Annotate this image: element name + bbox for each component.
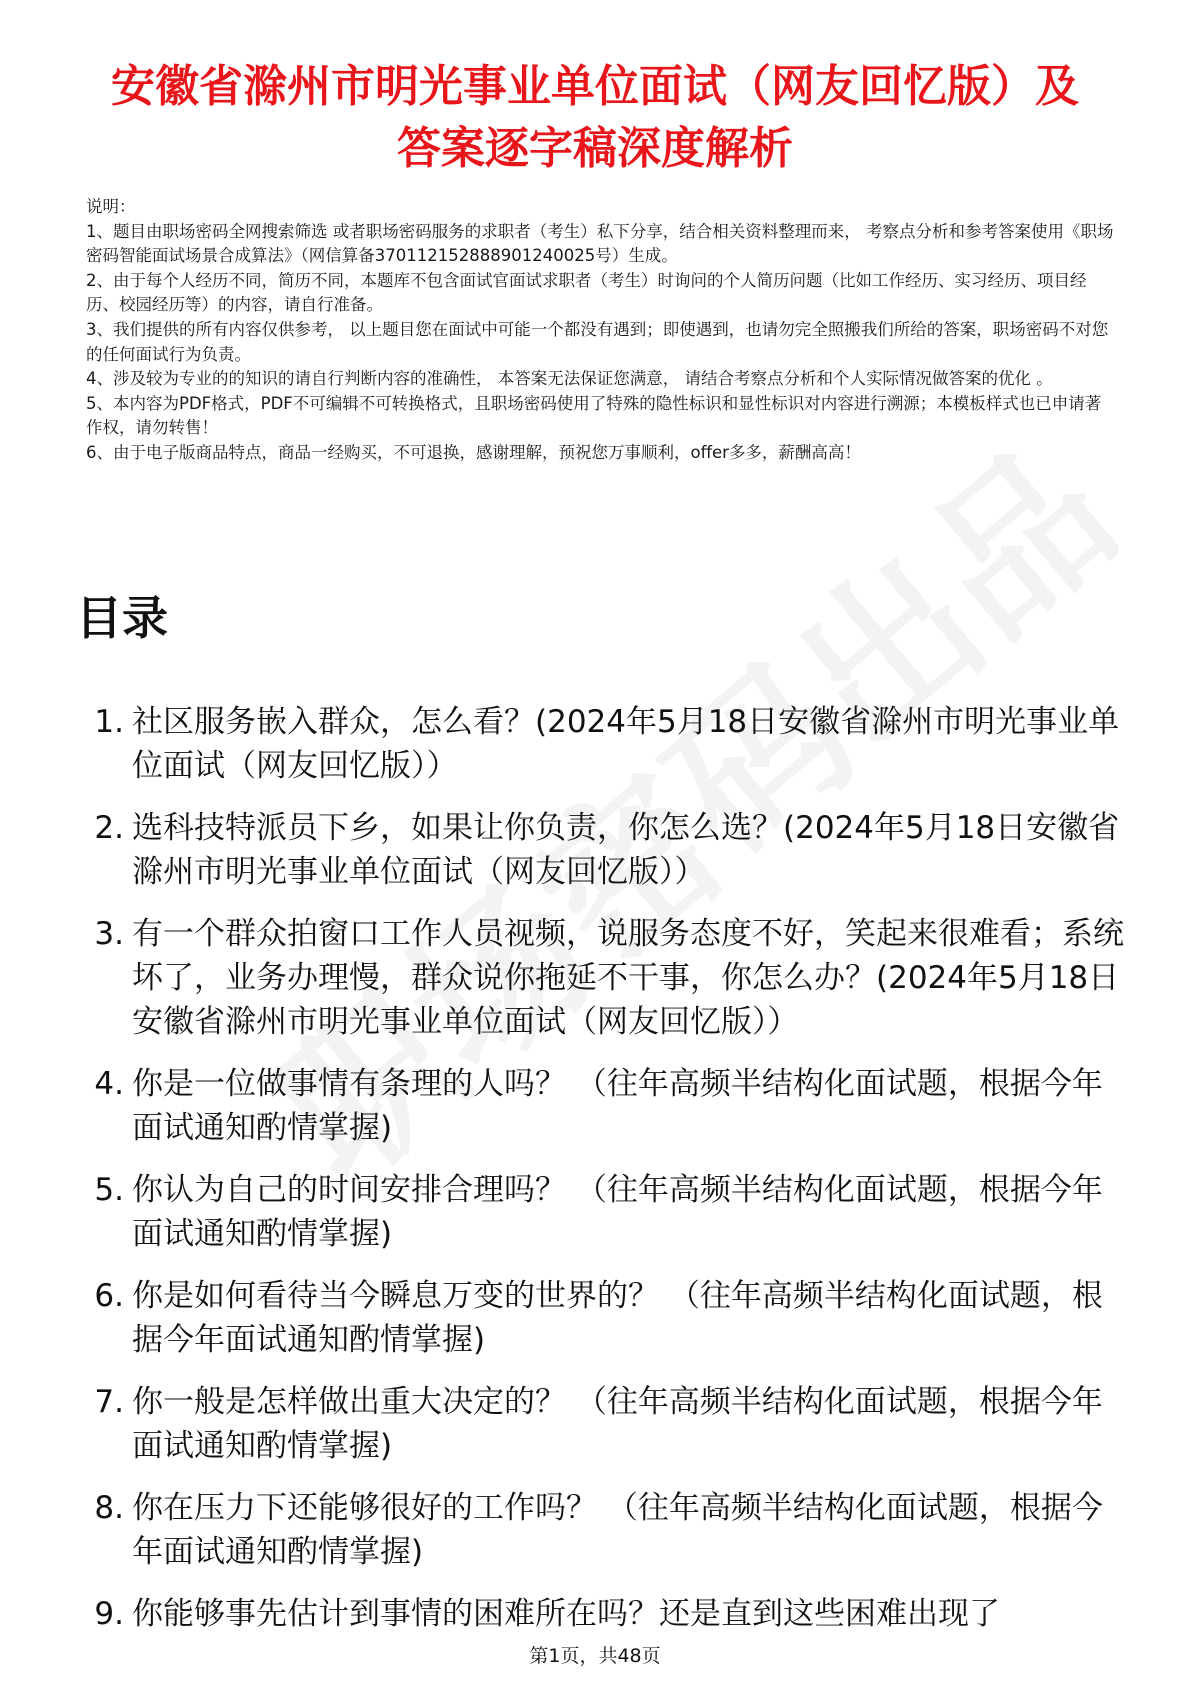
toc-item[interactable] [76,1486,1126,1574]
toc-item-number: 8. [94,1490,124,1526]
toc-item[interactable] [76,806,1126,894]
toc-list [76,700,1126,1654]
page-footer: 第1页，共48页 [529,1645,661,1667]
toc-item-text: 你是如何看待当今瞬息万变的世界的？ （往年高频半结构化面试题，根据今年面试通知酌情掌握) [132,1278,1103,1358]
toc-item[interactable] [76,1168,1126,1256]
toc-item-number: 3. [94,916,124,952]
toc-item-text: 有一个群众拍窗口工作人员视频，说服务态度不好，笑起来很难看；系统坏了，业务办理慢，群众说你拖延不干事，你怎么办？(2024年5月18日安徽省滁州市明光事业单位面试（网友回忆版）） [132,916,1124,1040]
toc-item-number: 2. [94,810,124,846]
note-item: 4、涉及较为专业的的知识的请自行判断内容的准确性， 本答案无法保证您满意， 请结合考察点分析和个人实际情况做答案的优化 。 [86,369,1053,389]
notes-section [86,195,1116,466]
toc-item-number: 1. [94,704,124,740]
toc-item[interactable] [76,700,1126,788]
toc-item-text: 社区服务嵌入群众，怎么看？(2024年5月18日安徽省滁州市明光事业单位面试（网友回忆版）） [132,704,1120,784]
toc-item[interactable] [76,1274,1126,1362]
toc-item-text: 选科技特派员下乡，如果让你负责，你怎么选？(2024年5月18日安徽省滁州市明光事业单位面试（网友回忆版）） [132,810,1120,890]
note-item: 3、我们提供的所有内容仅供参考， 以上题目您在面试中可能一个都没有遇到；即使遇到，也请勿完全照搬我们所给的答案，职场密码不对您的任何面试行为负责。 [86,319,1109,364]
note-item: 2、由于每个人经历不同，简历不同，本题库不包含面试官面试求职者（考生）时询问的个人简历问题（比如工作经历、实习经历、项目经历、校园经历等）的内容，请自行准备。 [86,270,1087,315]
toc-item-number: 5. [94,1172,124,1208]
toc-heading: 目录 [76,591,168,645]
note-item: 1、题目由职场密码全网搜索筛选 或者职场密码服务的求职者（考生）私下分享，结合相关资料整理而来， 考察点分析和参考答案使用《职场密码智能面试场景合成算法》（网信算备370112152888901240025号）生成。 [86,221,1114,266]
toc-item[interactable] [76,912,1126,1044]
toc-item-number: 7. [94,1384,124,1420]
note-item: 6、由于电子版商品特点，商品一经购买，不可退换，感谢理解，预祝您万事顺利，offer多多，薪酬高高！ [86,442,861,462]
notes-heading: 说明： [86,197,136,216]
toc-item-text: 你能够事先估计到事情的困难所在吗？还是直到这些困难出现了 [132,1596,1000,1632]
toc-item[interactable] [76,1380,1126,1468]
toc-item-number: 9. [94,1596,124,1632]
toc-item[interactable] [76,1592,1126,1636]
note-item: 5、本内容为PDF格式，PDF不可编辑不可转换格式，且职场密码使用了特殊的隐性标识和显性标识对内容进行溯源；本模板样式也已申请著作权，请勿转售！ [86,393,1102,438]
toc-item[interactable] [76,1062,1126,1150]
document-title: 安徽省滁州市明光事业单位面试（网友回忆版）及答案逐字稿深度解析 [111,61,1079,174]
toc-item-number: 6. [94,1278,124,1314]
toc-item-number: 4. [94,1066,124,1102]
toc-item-text: 你一般是怎样做出重大决定的？ （往年高频半结构化面试题，根据今年面试通知酌情掌握) [132,1384,1103,1464]
toc-item-text: 你在压力下还能够很好的工作吗？ （往年高频半结构化面试题，根据今年面试通知酌情掌握) [132,1490,1103,1570]
toc-item-text: 你认为自己的时间安排合理吗？ （往年高频半结构化面试题，根据今年面试通知酌情掌握) [132,1172,1103,1252]
toc-item-text: 你是一位做事情有条理的人吗？ （往年高频半结构化面试题，根据今年面试通知酌情掌握) [132,1066,1103,1146]
